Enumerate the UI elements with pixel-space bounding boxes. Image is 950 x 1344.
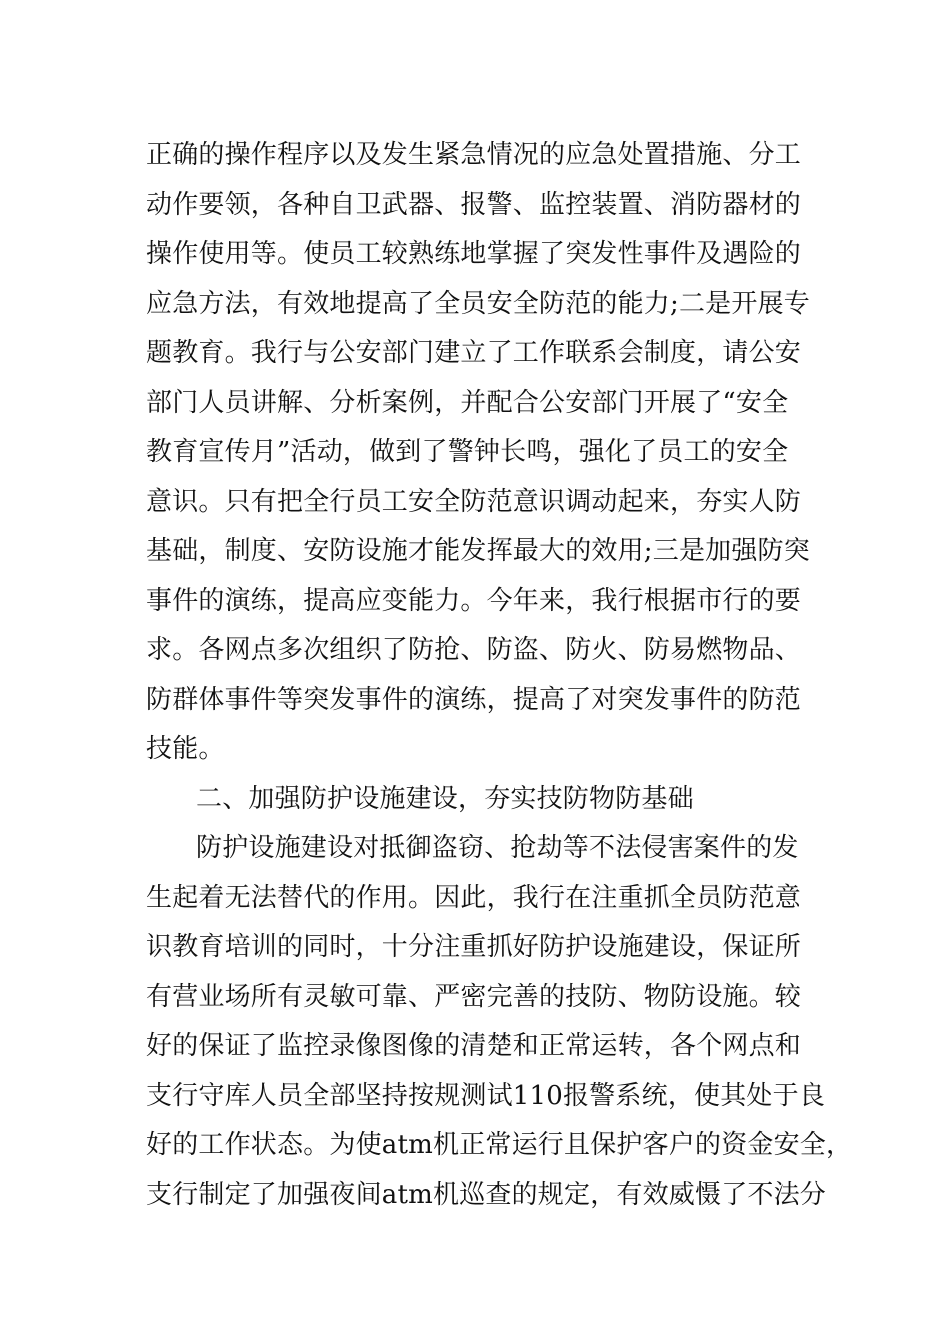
text-line-7: 教育宣传月”活动，做到了警钟长鸣，强化了员工的安全 (146, 437, 789, 467)
text-line-17: 识教育培训的同时，十分注重抓好防护设施建设，保证所 (146, 932, 802, 962)
text-line-13: 技能。 (146, 734, 225, 764)
text-line-19: 好的保证了监控录像图像的清楚和正常运转，各个网点和 (146, 1031, 802, 1061)
text-line-22: 支行制定了加强夜间atm机巡查的规定，有效威慑了不法分 (146, 1179, 827, 1210)
text-line-12: 防群体事件等突发事件的演练，提高了对突发事件的防范 (146, 684, 802, 715)
text-line-1: 正确的操作程序以及发生紧急情况的应急处置措施、分工 (146, 140, 802, 170)
body-text (146, 131, 853, 1220)
text-line-18: 有营业场所有灵敏可靠、严密完善的技防、物防设施。较 (146, 981, 802, 1012)
text-line-6: 部门人员讲解、分析案例，并配合公安部门开展了“安全 (146, 387, 789, 418)
text-line-4: 应急方法，有效地提高了全员安全防范的能力;二是开展专 (146, 288, 810, 319)
text-line-15: 防护设施建设对抵御盗窃、抢劫等不法侵害案件的发 (196, 833, 799, 863)
text-line-9: 基础，制度、安防设施才能发挥最大的效用;三是加强防突 (146, 536, 810, 566)
text-line-5: 题教育。我行与公安部门建立了工作联系会制度，请公安 (146, 338, 802, 368)
text-line-8: 意识。只有把全行员工安全防范意识调动起来，夯实人防 (146, 486, 802, 517)
text-line-16: 生起着无法替代的作用。因此，我行在注重抓全员防范意 (146, 882, 802, 913)
text-line-10: 事件的演练，提高应变能力。今年来，我行根据市行的要 (146, 585, 802, 616)
text-line-21: 好的工作状态。为使atm机正常运行且保护客户的资金安全， (146, 1130, 853, 1160)
text-line-3: 操作使用等。使员工较熟练地掌握了突发性事件及遇险的 (146, 239, 802, 269)
text-line-20: 支行守库人员全部坚持按规测试110报警系统，使其处于良 (146, 1080, 826, 1111)
section-heading: 二、加强防护设施建设，夯实技防物防基础 (196, 783, 694, 814)
text-line-11: 求。各网点多次组织了防抢、防盗、防火、防易燃物品、 (146, 635, 802, 665)
text-line-2: 动作要领，各种自卫武器、报警、监控装置、消防器材的 (146, 189, 802, 220)
